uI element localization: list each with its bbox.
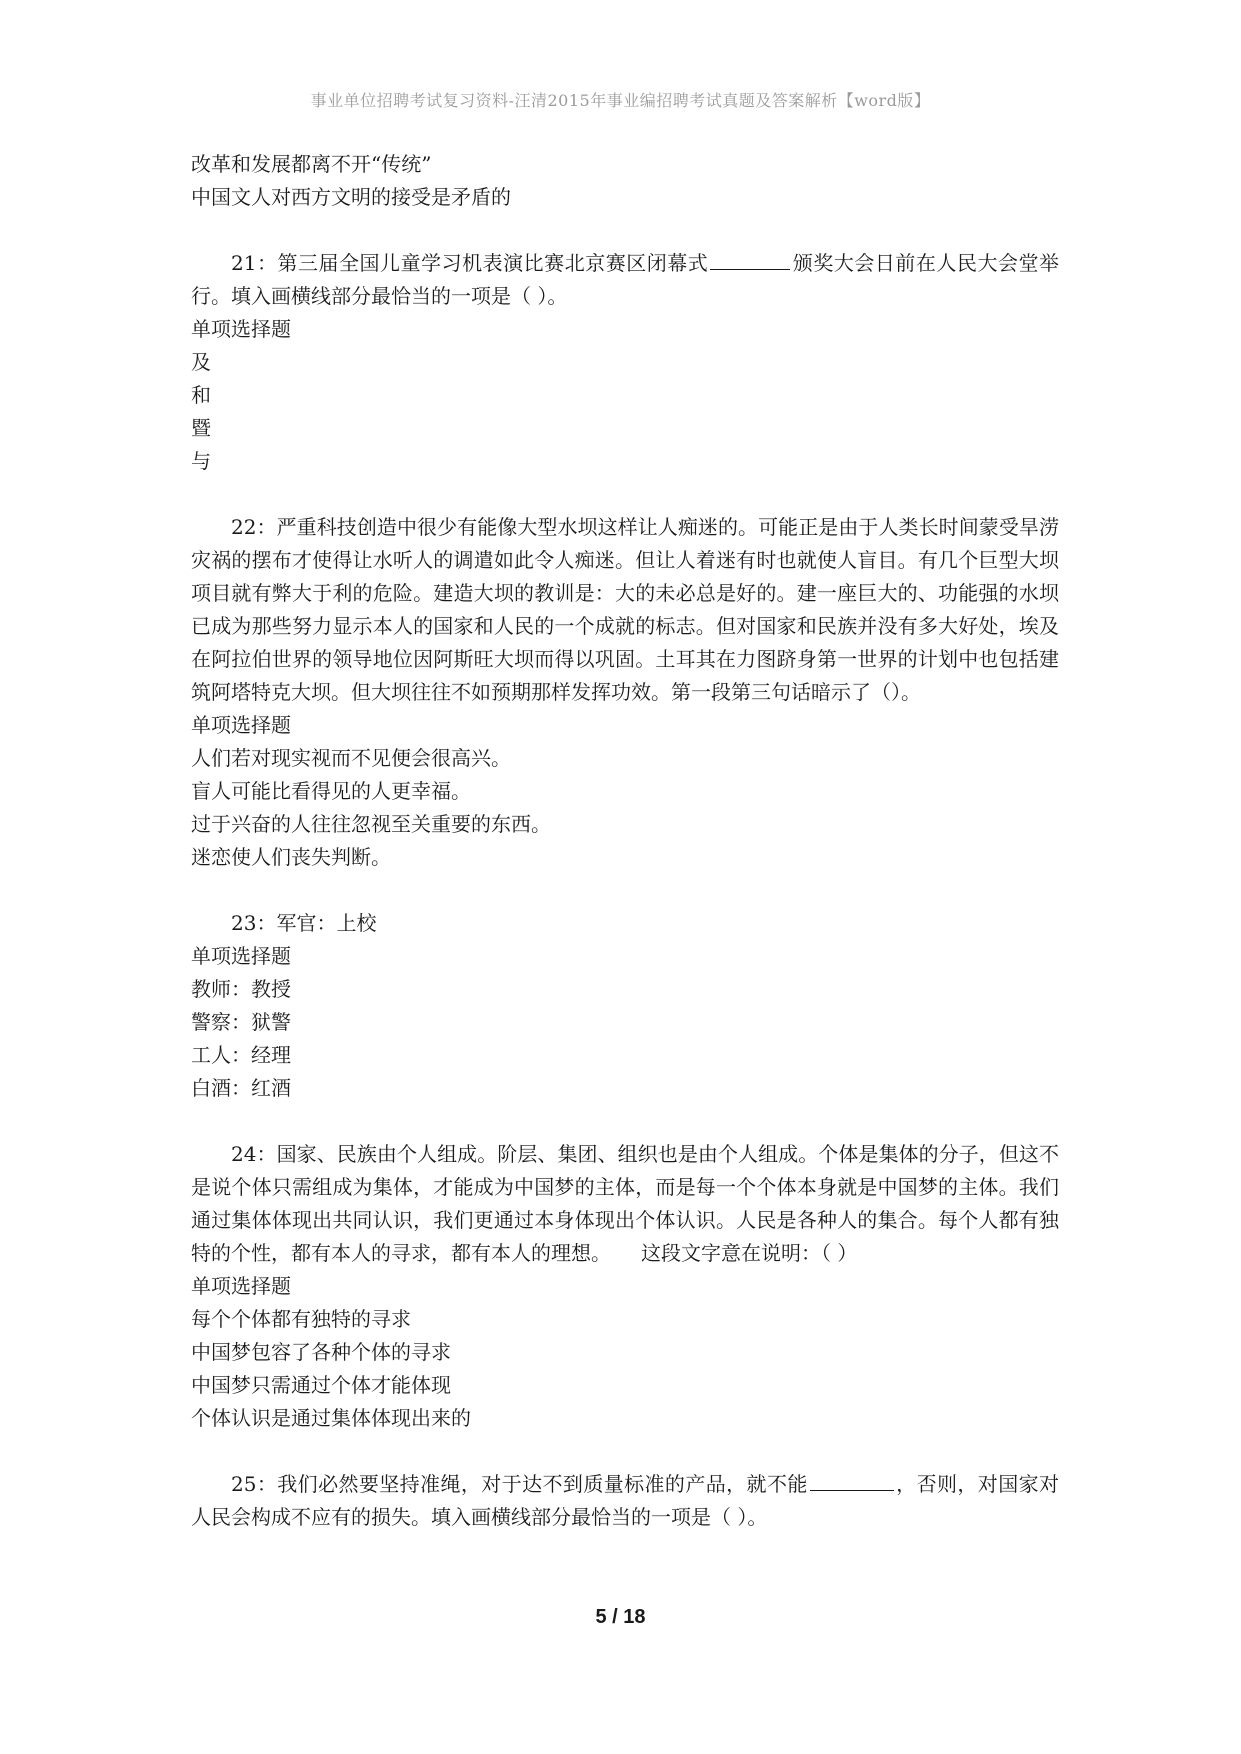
question-23 (191, 907, 1059, 1105)
spacer (191, 874, 1059, 907)
option-a[interactable]: 及 (191, 350, 211, 374)
option-d[interactable]: 与 (191, 449, 211, 473)
spacer (191, 214, 1059, 247)
question-type: 单项选择题 (191, 944, 291, 968)
question-22 (191, 511, 1059, 874)
stem-part-a: 25：我们必然要坚持准绳，对于达不到质量标准的产品，就不能 (231, 1472, 808, 1496)
option-b[interactable]: 盲人可能比看得见的人更幸福。 (191, 779, 471, 803)
stem-part-a: 21：第三届全国儿童学习机表演比赛北京赛区闭幕式 (231, 251, 709, 275)
question-stem: 24：国家、民族由个人组成。阶层、集团、组织也是由个人组成。个体是集体的分子，但这不是说个体只需组成为集体，才能成为中国梦的主体，而是每一个个体本身就是中国梦的主体。我们通过集体体现出共同认识，我们更通过本身体现出个体认识。人民是各种人的集合。每个人都有独特的个性，都有本人的寻求，都有本人的理想。 这段文字意在说明：（ ） (191, 1142, 1059, 1265)
question-21 (191, 247, 1059, 478)
option-d[interactable]: 个体认识是通过集体体现出来的 (191, 1406, 471, 1430)
question-24 (191, 1138, 1059, 1435)
option-d[interactable]: 白酒：红酒 (191, 1076, 291, 1100)
option-c[interactable]: 中国梦只需通过个体才能体现 (191, 1373, 451, 1397)
stem-part-b: ，否则，对国家对人民会构成不应有的损失。填入画横线部分最恰当的一项是（ ）。 (191, 1472, 1059, 1529)
question-type: 单项选择题 (191, 713, 291, 737)
prev-option: 改革和发展都离不开“传统” (191, 152, 432, 176)
question-stem: 22：严重科技创造中很少有能像大型水坝这样让人痴迷的。可能正是由于人类长时间蒙受旱涝灾祸的摆布才使得让水听人的调遣如此令人痴迷。但让人着迷有时也就使人盲目。有几个巨型大坝项目就有弊大于利的危险。建造大坝的教训是：大的未必总是好的。建一座巨大的、功能强的水坝已成为那些努力显示本人的国家和人民的一个成就的标志。但对国家和民族并没有多大好处，埃及在阿拉伯世界的领导地位因阿斯旺大坝而得以巩固。土耳其在力图跻身第一世界的计划中也包括建筑阿塔特克大坝。但大坝往往不如预期那样发挥功效。第一段第三句话暗示了（）。 (191, 515, 1059, 704)
option-c[interactable]: 工人：经理 (191, 1043, 291, 1067)
option-b[interactable]: 中国梦包容了各种个体的寻求 (191, 1340, 451, 1364)
question-stem: 23：军官：上校 (231, 911, 377, 935)
option-d[interactable]: 迷恋使人们丧失判断。 (191, 845, 391, 869)
stem-part-b: 颁奖大会日前在人民大会堂举行。填入画横线部分最恰当的一项是（ ）。 (191, 251, 1060, 308)
question-25 (191, 1468, 1059, 1534)
question-type: 单项选择题 (191, 317, 291, 341)
option-a[interactable]: 教师：教授 (191, 977, 291, 1001)
spacer (191, 1105, 1059, 1138)
page-number: 5 / 18 (595, 1606, 646, 1628)
spacer (191, 478, 1059, 511)
question-stem (191, 247, 1059, 313)
page-content (191, 148, 1059, 1534)
option-c[interactable]: 过于兴奋的人往往忽视至关重要的东西。 (191, 812, 551, 836)
page-header: 事业单位招聘考试复习资料-汪清2015年事业编招聘考试真题及答案解析【word版】 (310, 91, 931, 110)
option-c[interactable]: 暨 (191, 416, 211, 440)
option-a[interactable]: 人们若对现实视而不见便会很高兴。 (191, 746, 511, 770)
question-stem (191, 1468, 1059, 1534)
question-type: 单项选择题 (191, 1274, 291, 1298)
spacer (191, 1435, 1059, 1468)
option-a[interactable]: 每个个体都有独特的寻求 (191, 1307, 411, 1331)
prev-option: 中国文人对西方文明的接受是矛盾的 (191, 185, 511, 209)
option-b[interactable]: 和 (191, 383, 211, 407)
option-b[interactable]: 警察：狱警 (191, 1010, 291, 1034)
answer-blank (810, 1468, 894, 1491)
answer-blank (710, 247, 790, 270)
